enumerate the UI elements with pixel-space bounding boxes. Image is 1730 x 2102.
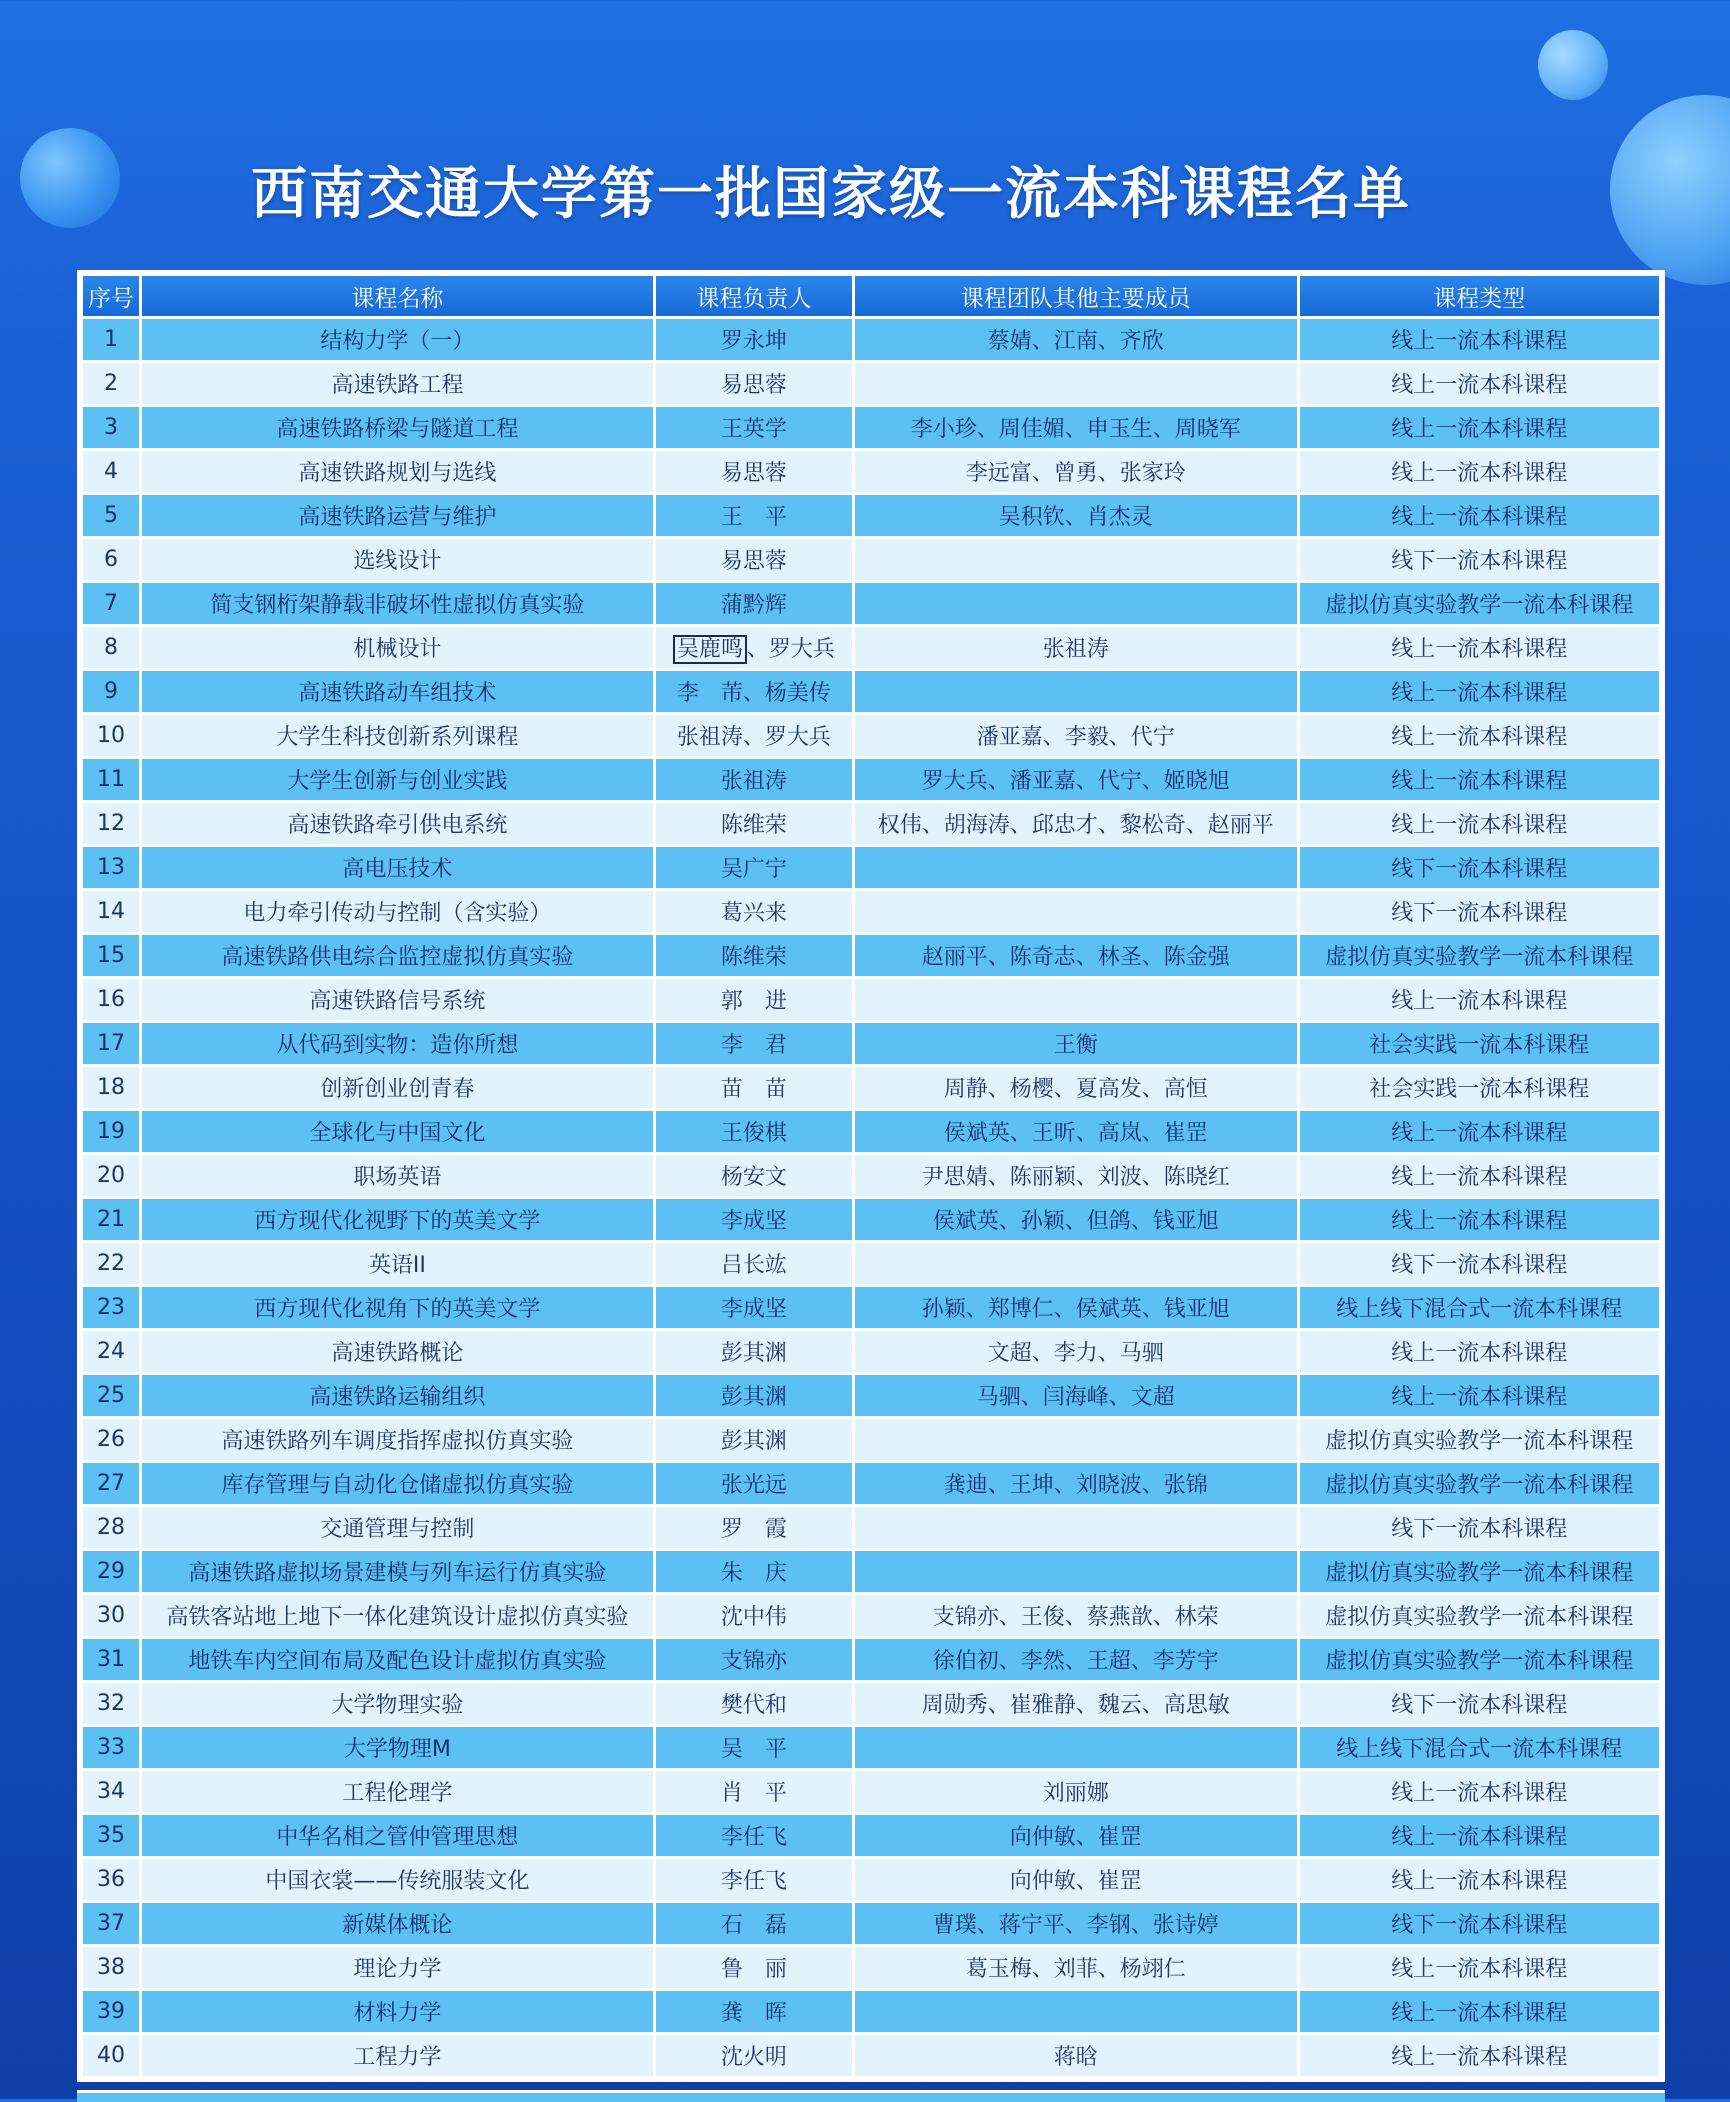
cell-course-type: 虚拟仿真实验教学一流本科课程 <box>1300 1595 1659 1636</box>
cell-course-type: 线上一流本科课程 <box>1300 1859 1659 1900</box>
cell-course-lead: 罗永坤 <box>656 319 852 360</box>
cell-course-lead: 张祖涛、罗大兵 <box>656 715 852 756</box>
cell-course-name: 理论力学 <box>142 1947 653 1988</box>
cell-index: 24 <box>83 1331 139 1372</box>
table-row <box>83 847 1659 888</box>
table-row <box>83 363 1659 404</box>
cell-course-lead: 陈维荣 <box>656 935 852 976</box>
table-row <box>83 1331 1659 1372</box>
cell-course-name: 库存管理与自动化仓储虚拟仿真实验 <box>142 1463 653 1504</box>
table-row <box>83 2035 1659 2076</box>
cell-index: 6 <box>83 539 139 580</box>
cell-course-lead: 李任飞 <box>656 1859 852 1900</box>
table-row <box>83 759 1659 800</box>
header-course-name: 课程名称 <box>142 276 653 316</box>
cell-course-lead: 张光远 <box>656 1463 852 1504</box>
cell-index: 38 <box>83 1947 139 1988</box>
cell-team-members: 潘亚嘉、李毅、代宁 <box>855 715 1297 756</box>
cell-course-name: 高速铁路工程 <box>142 363 653 404</box>
cell-index: 27 <box>83 1463 139 1504</box>
cell-course-lead: 易思蓉 <box>656 451 852 492</box>
cell-course-type: 虚拟仿真实验教学一流本科课程 <box>1300 583 1659 624</box>
cell-team-members <box>855 1727 1297 1768</box>
cell-team-members: 侯斌英、孙颖、但鸽、钱亚旭 <box>855 1199 1297 1240</box>
cell-course-name: 高速铁路桥梁与隧道工程 <box>142 407 653 448</box>
cell-course-type: 线下一流本科课程 <box>1300 1903 1659 1944</box>
table-row <box>83 539 1659 580</box>
cell-index: 28 <box>83 1507 139 1548</box>
cell-course-type: 线上一流本科课程 <box>1300 1947 1659 1988</box>
cell-course-name: 地铁车内空间布局及配色设计虚拟仿真实验 <box>142 1639 653 1680</box>
cell-team-members: 向仲敏、崔罡 <box>855 1859 1297 1900</box>
table-row <box>83 1595 1659 1636</box>
cell-course-type: 线上一流本科课程 <box>1300 1375 1659 1416</box>
cell-team-members: 尹思婧、陈丽颖、刘波、陈晓红 <box>855 1155 1297 1196</box>
cell-course-lead: 朱 庆 <box>656 1551 852 1592</box>
table-row <box>83 451 1659 492</box>
cell-course-type: 虚拟仿真实验教学一流本科课程 <box>1300 935 1659 976</box>
cell-course-type: 线上一流本科课程 <box>1300 715 1659 756</box>
cell-course-lead: 郭 进 <box>656 979 852 1020</box>
cell-team-members: 赵丽平、陈奇志、林圣、陈金强 <box>855 935 1297 976</box>
cell-index: 36 <box>83 1859 139 1900</box>
course-table <box>80 273 1662 2079</box>
cell-course-type: 虚拟仿真实验教学一流本科课程 <box>1300 1419 1659 1460</box>
cell-team-members <box>855 1507 1297 1548</box>
table-row <box>83 1639 1659 1680</box>
cell-course-name: 中华名相之管仲管理思想 <box>142 1815 653 1856</box>
cell-index: 40 <box>83 2035 139 2076</box>
cell-index: 11 <box>83 759 139 800</box>
cell-index: 8 <box>83 627 139 668</box>
cell-team-members: 文超、李力、马驷 <box>855 1331 1297 1372</box>
cell-course-lead: 易思蓉 <box>656 363 852 404</box>
table-row <box>83 1375 1659 1416</box>
cell-course-name: 英语II <box>142 1243 653 1284</box>
table-row <box>83 1023 1659 1064</box>
table-row <box>83 1419 1659 1460</box>
cell-course-type: 线上一流本科课程 <box>1300 627 1659 668</box>
cell-course-lead: 李成坚 <box>656 1199 852 1240</box>
cell-course-lead: 鲁 丽 <box>656 1947 852 1988</box>
cell-team-members: 张祖涛 <box>855 627 1297 668</box>
table-row <box>83 935 1659 976</box>
cell-course-type: 线上线下混合式一流本科课程 <box>1300 1727 1659 1768</box>
cell-course-name: 选线设计 <box>142 539 653 580</box>
cell-course-name: 西方现代化视角下的英美文学 <box>142 1287 653 1328</box>
cell-team-members: 周静、杨樱、夏高发、高恒 <box>855 1067 1297 1108</box>
cell-course-lead: 彭其渊 <box>656 1375 852 1416</box>
cell-team-members: 蔡婧、江南、齐欣 <box>855 319 1297 360</box>
cell-index: 10 <box>83 715 139 756</box>
table-row <box>83 1243 1659 1284</box>
cell-course-type: 线下一流本科课程 <box>1300 891 1659 932</box>
cell-index: 34 <box>83 1771 139 1812</box>
table-row <box>83 1155 1659 1196</box>
table-row <box>83 1727 1659 1768</box>
cell-course-lead: 龚 晖 <box>656 1991 852 2032</box>
table-row <box>83 1067 1659 1108</box>
table-row <box>83 1111 1659 1152</box>
cell-index: 22 <box>83 1243 139 1284</box>
page-title: 西南交通大学第一批国家级一流本科课程名单 <box>251 162 1411 227</box>
table-row <box>83 583 1659 624</box>
cell-index: 25 <box>83 1375 139 1416</box>
cell-course-lead: 蒲黔辉 <box>656 583 852 624</box>
cell-index: 35 <box>83 1815 139 1856</box>
cell-index: 39 <box>83 1991 139 2032</box>
cell-course-name: 交通管理与控制 <box>142 1507 653 1548</box>
cell-index: 26 <box>83 1419 139 1460</box>
cell-course-name: 职场英语 <box>142 1155 653 1196</box>
cell-index: 3 <box>83 407 139 448</box>
table-row <box>83 1507 1659 1548</box>
cell-course-type: 线上一流本科课程 <box>1300 495 1659 536</box>
cell-course-name: 从代码到实物：造你所想 <box>142 1023 653 1064</box>
cell-course-type: 线上一流本科课程 <box>1300 1155 1659 1196</box>
table-row <box>83 891 1659 932</box>
cell-course-type: 线上一流本科课程 <box>1300 1199 1659 1240</box>
table-row <box>83 1463 1659 1504</box>
cell-team-members: 李小珍、周佳媚、申玉生、周晓军 <box>855 407 1297 448</box>
cell-course-name: 大学物理实验 <box>142 1683 653 1724</box>
cell-index: 1 <box>83 319 139 360</box>
table-body <box>83 319 1659 2076</box>
cell-course-lead: 杨安文 <box>656 1155 852 1196</box>
cell-course-lead: 易思蓉 <box>656 539 852 580</box>
cell-team-members: 徐伯初、李然、王超、李芳宇 <box>855 1639 1297 1680</box>
cell-index: 19 <box>83 1111 139 1152</box>
cell-course-name: 高速铁路规划与选线 <box>142 451 653 492</box>
cell-course-type: 线上一流本科课程 <box>1300 319 1659 360</box>
table-row <box>83 1815 1659 1856</box>
cell-team-members: 马驷、闫海峰、文超 <box>855 1375 1297 1416</box>
cell-course-name: 结构力学（一） <box>142 319 653 360</box>
cell-index: 33 <box>83 1727 139 1768</box>
cell-course-lead: 罗 霞 <box>656 1507 852 1548</box>
cell-course-type: 线下一流本科课程 <box>1300 847 1659 888</box>
cell-index: 5 <box>83 495 139 536</box>
cell-team-members: 孙颖、郑博仁、侯斌英、钱亚旭 <box>855 1287 1297 1328</box>
cell-course-lead: 李 芾、杨美传 <box>656 671 852 712</box>
cell-course-lead: 沈中伟 <box>656 1595 852 1636</box>
cell-course-name: 简支钢桁架静载非破坏性虚拟仿真实验 <box>142 583 653 624</box>
cell-course-name: 大学生科技创新系列课程 <box>142 715 653 756</box>
cell-index: 9 <box>83 671 139 712</box>
cell-course-lead: 石 磊 <box>656 1903 852 1944</box>
decorative-bubble-small <box>1538 30 1608 100</box>
cell-team-members: 蒋晗 <box>855 2035 1297 2076</box>
table-row <box>83 627 1659 668</box>
table-row <box>83 1551 1659 1592</box>
cell-index: 15 <box>83 935 139 976</box>
cell-index: 16 <box>83 979 139 1020</box>
cell-course-type: 线上一流本科课程 <box>1300 979 1659 1020</box>
cell-team-members: 龚迪、王坤、刘晓波、张锦 <box>855 1463 1297 1504</box>
cell-course-lead: 吕长竑 <box>656 1243 852 1284</box>
cell-index: 17 <box>83 1023 139 1064</box>
cell-team-members <box>855 671 1297 712</box>
cell-index: 12 <box>83 803 139 844</box>
table-row <box>83 979 1659 1020</box>
cell-index: 32 <box>83 1683 139 1724</box>
cell-course-lead: 李 君 <box>656 1023 852 1064</box>
table-row <box>83 715 1659 756</box>
cell-course-name: 创新创业创青春 <box>142 1067 653 1108</box>
cell-course-lead: 陈维荣 <box>656 803 852 844</box>
cell-team-members: 周勋秀、崔雅静、魏云、高思敏 <box>855 1683 1297 1724</box>
cell-course-lead: 沈火明 <box>656 2035 852 2076</box>
cell-course-type: 线上一流本科课程 <box>1300 803 1659 844</box>
cell-course-lead: 樊代和 <box>656 1683 852 1724</box>
cell-team-members <box>855 891 1297 932</box>
cell-team-members: 侯斌英、王昕、高岚、崔罡 <box>855 1111 1297 1152</box>
cell-team-members <box>855 1243 1297 1284</box>
cell-course-lead: 彭其渊 <box>656 1331 852 1372</box>
cell-course-type: 线上一流本科课程 <box>1300 759 1659 800</box>
table-header-row <box>83 276 1659 316</box>
cell-course-type: 线上一流本科课程 <box>1300 1991 1659 2032</box>
cell-course-name: 工程力学 <box>142 2035 653 2076</box>
cell-course-name: 高电压技术 <box>142 847 653 888</box>
cell-course-lead <box>656 627 852 668</box>
cell-course-name: 工程伦理学 <box>142 1771 653 1812</box>
cell-team-members: 权伟、胡海涛、邱忠才、黎松奇、赵丽平 <box>855 803 1297 844</box>
cell-course-name: 高速铁路动车组技术 <box>142 671 653 712</box>
cell-index: 13 <box>83 847 139 888</box>
cell-index: 23 <box>83 1287 139 1328</box>
cell-course-name: 高速铁路供电综合监控虚拟仿真实验 <box>142 935 653 976</box>
cell-team-members <box>855 1419 1297 1460</box>
table-row <box>83 319 1659 360</box>
cell-course-lead: 李成坚 <box>656 1287 852 1328</box>
cell-index: 14 <box>83 891 139 932</box>
cell-course-lead: 王俊棋 <box>656 1111 852 1152</box>
cell-team-members <box>855 1551 1297 1592</box>
table-row <box>83 1859 1659 1900</box>
cell-course-type: 虚拟仿真实验教学一流本科课程 <box>1300 1639 1659 1680</box>
table-row <box>83 1991 1659 2032</box>
header-index: 序号 <box>83 276 139 316</box>
highlighted-name: 吴鹿鸣 <box>673 635 747 664</box>
cell-team-members: 李远富、曾勇、张家玲 <box>855 451 1297 492</box>
cell-course-type: 线下一流本科课程 <box>1300 1507 1659 1548</box>
header-course-lead: 课程负责人 <box>656 276 852 316</box>
cell-course-type: 线上一流本科课程 <box>1300 1111 1659 1152</box>
cell-course-lead: 支锦亦 <box>656 1639 852 1680</box>
cell-index: 18 <box>83 1067 139 1108</box>
course-table-container <box>77 270 1665 2082</box>
cell-course-lead: 肖 平 <box>656 1771 852 1812</box>
header-course-type: 课程类型 <box>1300 276 1659 316</box>
cell-course-name: 全球化与中国文化 <box>142 1111 653 1152</box>
cell-course-name: 高速铁路概论 <box>142 1331 653 1372</box>
header-team-members: 课程团队其他主要成员 <box>855 276 1297 316</box>
cell-course-type: 线下一流本科课程 <box>1300 539 1659 580</box>
cell-course-type: 线上一流本科课程 <box>1300 451 1659 492</box>
cell-course-type: 虚拟仿真实验教学一流本科课程 <box>1300 1551 1659 1592</box>
cell-team-members: 葛玉梅、刘菲、杨翊仁 <box>855 1947 1297 1988</box>
cell-course-name: 高速铁路运营与维护 <box>142 495 653 536</box>
cell-team-members: 向仲敏、崔罡 <box>855 1815 1297 1856</box>
table-row <box>83 1199 1659 1240</box>
cell-course-name: 西方现代化视野下的英美文学 <box>142 1199 653 1240</box>
cell-course-type: 社会实践一流本科课程 <box>1300 1023 1659 1064</box>
cell-course-type: 线上一流本科课程 <box>1300 671 1659 712</box>
cell-course-name: 高速铁路虚拟场景建模与列车运行仿真实验 <box>142 1551 653 1592</box>
table-row-cutoff <box>77 2090 1665 2102</box>
cell-team-members <box>855 1991 1297 2032</box>
cell-course-type: 线下一流本科课程 <box>1300 1683 1659 1724</box>
cell-course-lead: 彭其渊 <box>656 1419 852 1460</box>
table-row <box>83 1771 1659 1812</box>
cell-team-members: 吴积钦、肖杰灵 <box>855 495 1297 536</box>
cell-course-type: 线上一流本科课程 <box>1300 1331 1659 1372</box>
cell-course-name: 新媒体概论 <box>142 1903 653 1944</box>
cell-team-members: 王衡 <box>855 1023 1297 1064</box>
cell-index: 29 <box>83 1551 139 1592</box>
cell-index: 37 <box>83 1903 139 1944</box>
cell-team-members <box>855 847 1297 888</box>
cell-course-type: 线下一流本科课程 <box>1300 1243 1659 1284</box>
cell-index: 21 <box>83 1199 139 1240</box>
cell-course-name: 高铁客站地上地下一体化建筑设计虚拟仿真实验 <box>142 1595 653 1636</box>
cell-team-members: 刘丽娜 <box>855 1771 1297 1812</box>
cell-course-type: 虚拟仿真实验教学一流本科课程 <box>1300 1463 1659 1504</box>
cell-course-name: 电力牵引传动与控制（含实验） <box>142 891 653 932</box>
cell-course-lead: 李任飞 <box>656 1815 852 1856</box>
cell-course-type: 线上一流本科课程 <box>1300 1815 1659 1856</box>
cell-course-name: 高速铁路运输组织 <box>142 1375 653 1416</box>
cell-course-name: 材料力学 <box>142 1991 653 2032</box>
table-row <box>83 1903 1659 1944</box>
cell-team-members: 曹璞、蒋宁平、李钢、张诗婷 <box>855 1903 1297 1944</box>
cell-team-members: 支锦亦、王俊、蔡燕歆、林荣 <box>855 1595 1297 1636</box>
cell-course-type: 线上一流本科课程 <box>1300 363 1659 404</box>
cell-course-name: 中国衣裳——传统服装文化 <box>142 1859 653 1900</box>
table-row <box>83 671 1659 712</box>
cell-course-name: 高速铁路牵引供电系统 <box>142 803 653 844</box>
cell-team-members: 罗大兵、潘亚嘉、代宁、姬晓旭 <box>855 759 1297 800</box>
cell-course-name: 大学生创新与创业实践 <box>142 759 653 800</box>
cell-course-type: 线上线下混合式一流本科课程 <box>1300 1287 1659 1328</box>
cell-index: 30 <box>83 1595 139 1636</box>
cell-course-lead: 吴广宁 <box>656 847 852 888</box>
cell-course-name: 大学物理M <box>142 1727 653 1768</box>
cell-course-lead: 苗 苗 <box>656 1067 852 1108</box>
cell-course-lead: 王 平 <box>656 495 852 536</box>
cell-course-name: 机械设计 <box>142 627 653 668</box>
name-rest: 、罗大兵 <box>746 637 835 662</box>
cell-course-name: 高速铁路信号系统 <box>142 979 653 1020</box>
cell-index: 31 <box>83 1639 139 1680</box>
table-row <box>83 803 1659 844</box>
cell-course-lead: 王英学 <box>656 407 852 448</box>
cell-index: 4 <box>83 451 139 492</box>
cell-team-members <box>855 583 1297 624</box>
cell-course-lead: 葛兴来 <box>656 891 852 932</box>
cell-course-type: 线上一流本科课程 <box>1300 407 1659 448</box>
cell-index: 20 <box>83 1155 139 1196</box>
cell-course-name: 高速铁路列车调度指挥虚拟仿真实验 <box>142 1419 653 1460</box>
cell-course-type: 社会实践一流本科课程 <box>1300 1067 1659 1108</box>
cell-index: 7 <box>83 583 139 624</box>
cell-course-type: 线上一流本科课程 <box>1300 2035 1659 2076</box>
cell-course-lead: 吴 平 <box>656 1727 852 1768</box>
cell-team-members <box>855 363 1297 404</box>
cell-team-members <box>855 539 1297 580</box>
cell-index: 2 <box>83 363 139 404</box>
table-row <box>83 407 1659 448</box>
cell-course-lead: 张祖涛 <box>656 759 852 800</box>
table-row <box>83 1947 1659 1988</box>
table-row <box>83 495 1659 536</box>
cell-team-members <box>855 979 1297 1020</box>
table-row <box>83 1683 1659 1724</box>
cell-course-type: 线上一流本科课程 <box>1300 1771 1659 1812</box>
table-row <box>83 1287 1659 1328</box>
